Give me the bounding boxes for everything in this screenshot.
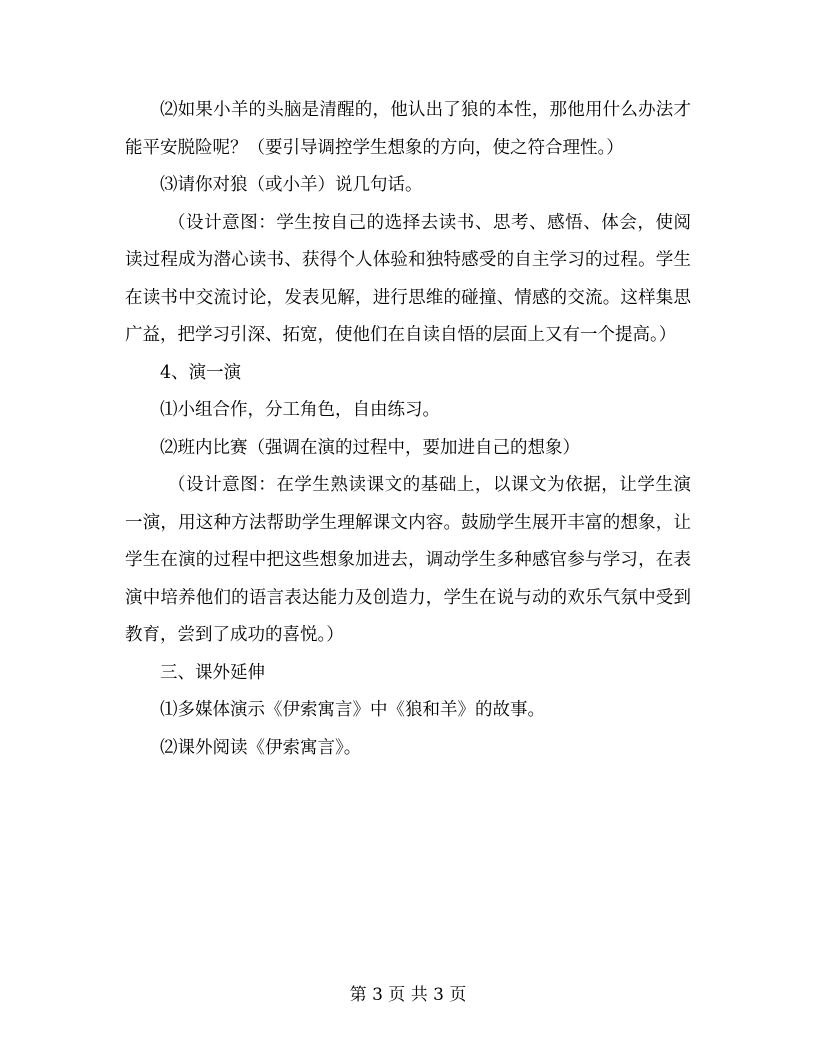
paragraph-design-intent-2: （设计意图：在学生熟读课文的基础上，以课文为依据，让学生演一演，用这种方法帮助学生理解课文内容。鼓励学生展开丰富的想象，让学生在演的过程中把这些想象加进去，调动学生多种感官参与学习，在表演中培养他们的语言表达能力及创造力，学生在说与动的欢乐气氛中受到教育，尝到了成功的喜悦。） [125,475,691,645]
paragraph-question-2: ⑵如果小羊的头脑是清醒的，他认出了狼的本性，那他用什么办法才能平安脱险呢？（要引导调控学生想象的方向，使之符合理性。） [125,100,691,158]
section-heading-act: 4、演一演 [160,362,242,383]
paragraph-group-practice: ⑴小组合作，分工角色，自由练习。 [160,400,440,420]
paragraph-design-intent-1: （设计意图：学生按自己的选择去读书、思考、感悟、体会，使阅读过程成为潜心读书、获得个人体验和独特感受的自主学习的过程。学生在读书中交流讨论，发表见解，进行思维的碰撞、情感的交流。这样集思广益，把学习引深、拓宽，使他们在自读自悟的层面上又有一个提高。） [125,212,691,345]
page-footer [0,983,816,1007]
document-body [125,92,691,767]
paragraph-multimedia: ⑴多媒体演示《伊索寓言》中《狼和羊》的故事。 [160,700,545,720]
section-heading-extension: 三、课外延伸 [160,662,265,683]
page-number-label: 第 3 页 共 3 页 [349,985,467,1005]
paragraph-extra-reading: ⑵课外阅读《伊索寓言》。 [160,737,362,758]
paragraph-question-3: ⑶请你对狼（或小羊）说几句话。 [160,175,423,195]
paragraph-class-contest: ⑵班内比赛（强调在演的过程中，要加进自己的想象） [160,437,580,458]
